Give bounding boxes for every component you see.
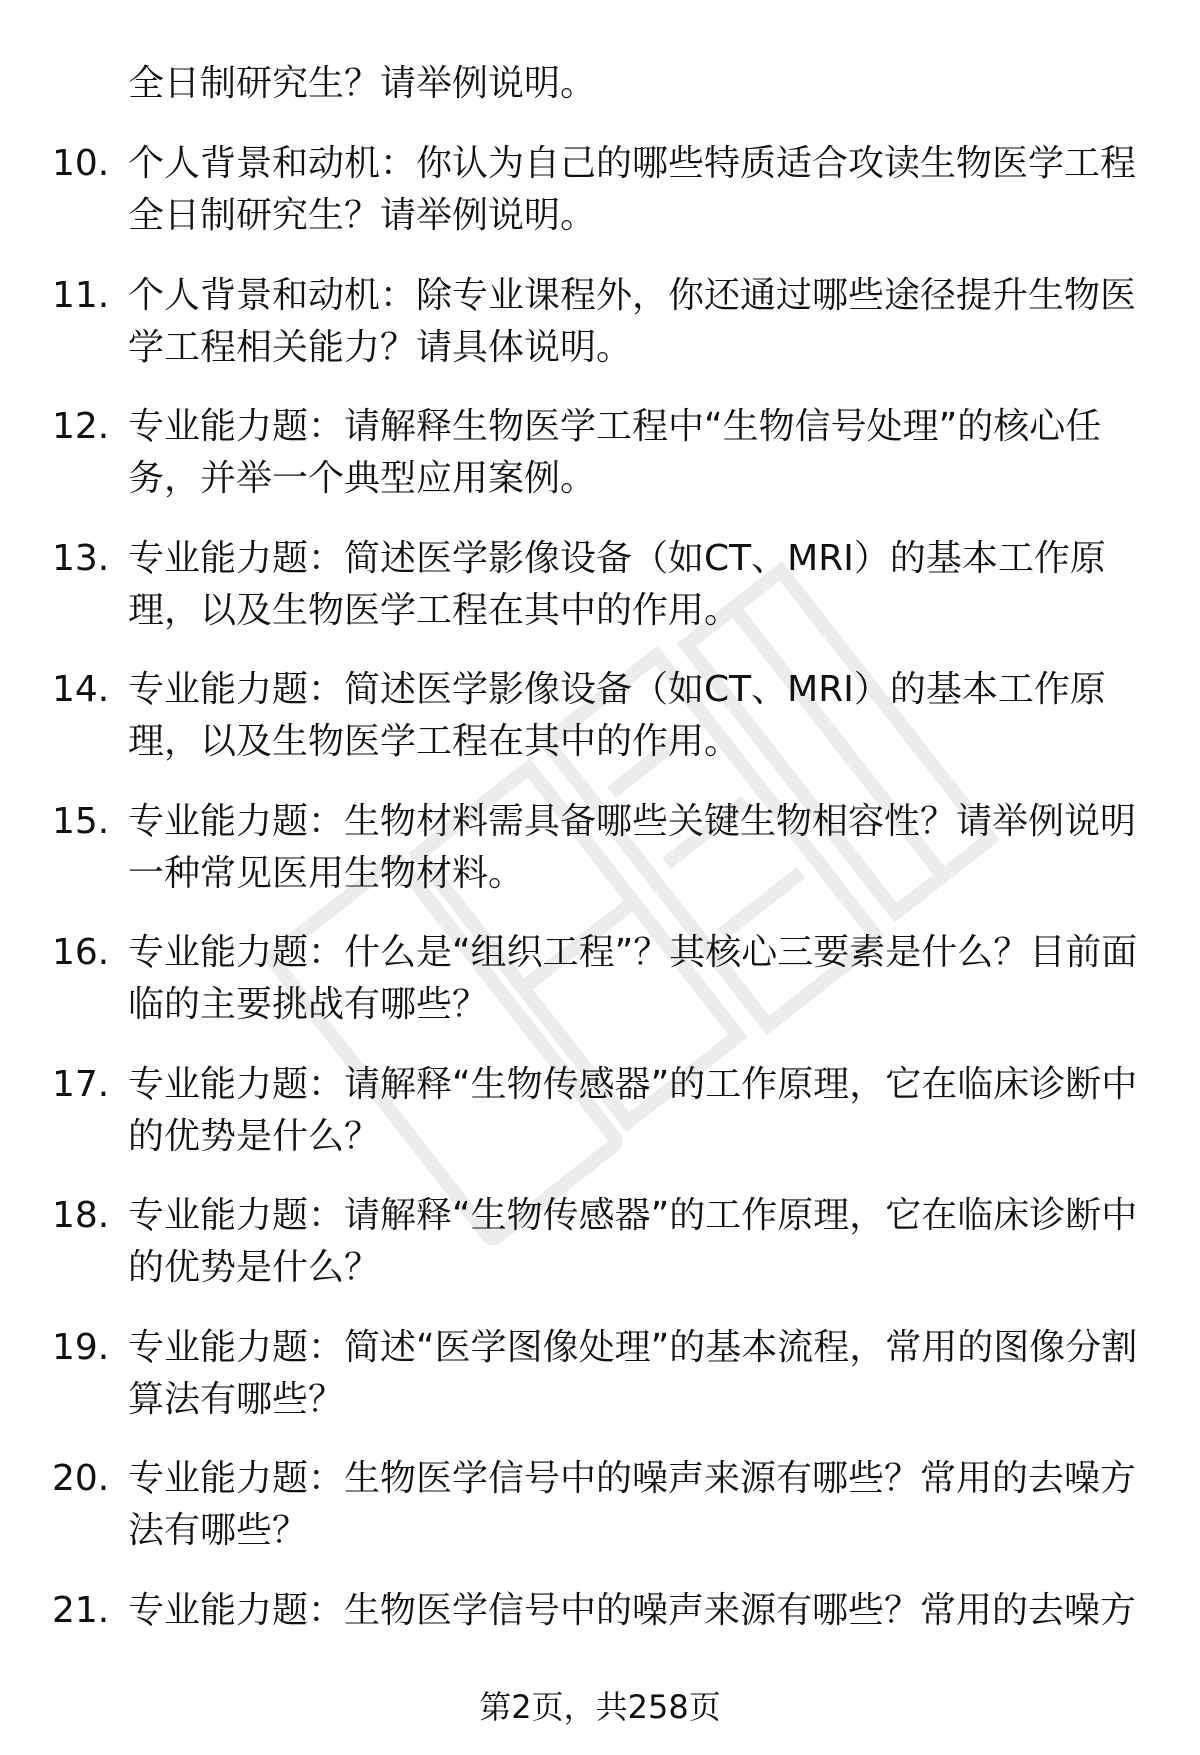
question-text: 专业能力题：生物医学信号中的噪声来源有哪些？常用的去噪方 — [128, 1589, 1137, 1631]
list-item — [52, 401, 1142, 533]
question-number: 19. — [52, 1326, 110, 1368]
question-text: 专业能力题：请解释“生物传感器”的工作原理，它在临床诊断中的优势是什么？ — [128, 1195, 1138, 1288]
question-text: 专业能力题：生物材料需具备哪些关键生物相容性？请举例说明一种常见医用生物材料。 — [128, 800, 1137, 894]
question-text: 专业能力题：请解释“生物传感器”的工作原理，它在临床诊断中的优势是什么？ — [128, 1063, 1138, 1157]
list-item — [52, 796, 1142, 928]
question-number: 14. — [52, 669, 110, 710]
question-text: 个人背景和动机：你认为自己的哪些特质适合攻读生物医学工程全日制研究生？请举例说明。 — [128, 143, 1137, 236]
list-item — [52, 664, 1142, 796]
page-number-footer: 第2页，共258页 — [479, 1688, 721, 1726]
question-number: 16. — [52, 932, 110, 973]
question-number: 12. — [52, 406, 110, 447]
list-item — [52, 1453, 1142, 1585]
question-text: 专业能力题：生物医学信号中的噪声来源有哪些？常用的去噪方法有哪些？ — [128, 1458, 1137, 1551]
question-list — [52, 138, 1142, 1716]
list-item — [52, 533, 1142, 665]
question-number: 13. — [52, 537, 110, 579]
question-text: 个人背景和动机：除专业课程外，你还通过哪些途径提升生物医学工程相关能力？请具体说明。 — [128, 274, 1137, 368]
question-number: 10. — [52, 143, 110, 184]
list-item — [52, 1190, 1142, 1322]
list-item — [52, 1322, 1142, 1454]
question-number: 11. — [52, 274, 110, 316]
list-item — [52, 270, 1142, 402]
question-text: 专业能力题：简述医学影像设备（如CT、MRI）的基本工作原理，以及生物医学工程在其中的作用。 — [128, 537, 1106, 631]
question-text: 专业能力题：请解释生物医学工程中“生物信号处理”的核心任务，并举一个典型应用案例。 — [128, 406, 1102, 499]
list-item — [52, 1059, 1142, 1191]
question-number: 20. — [52, 1458, 110, 1499]
list-item — [52, 927, 1142, 1059]
continuation-text: 全日制研究生？请举例说明。 — [128, 63, 597, 104]
question-number: 18. — [52, 1195, 110, 1236]
list-item — [52, 138, 1142, 270]
question-number: 17. — [52, 1063, 110, 1105]
question-text: 专业能力题：简述“医学图像处理”的基本流程，常用的图像分割算法有哪些？ — [128, 1326, 1138, 1420]
question-text: 专业能力题：什么是“组织工程”？其核心三要素是什么？目前面临的主要挑战有哪些？ — [128, 932, 1138, 1025]
question-number: 15. — [52, 800, 110, 842]
question-number: 21. — [52, 1589, 110, 1631]
question-text: 专业能力题：简述医学影像设备（如CT、MRI）的基本工作原理，以及生物医学工程在其中的作用。 — [128, 669, 1106, 762]
